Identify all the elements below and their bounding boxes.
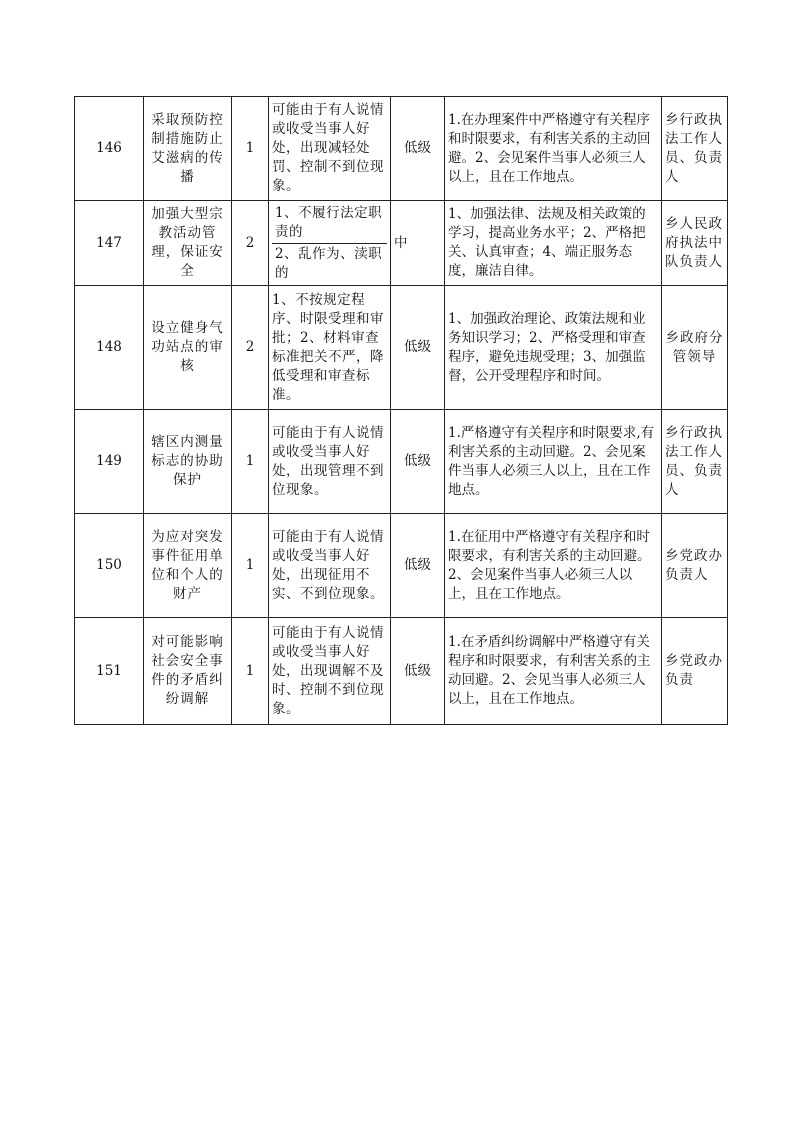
table-row-150	[75, 514, 728, 618]
item-name: 对可能影响社会安全事件的矛盾纠纷调解	[144, 618, 232, 725]
item-name: 辖区内测量标志的协助保护	[144, 410, 232, 514]
risk-table	[74, 96, 728, 725]
risk-count: 1	[232, 97, 269, 201]
risk-count: 2	[232, 286, 269, 410]
risk-level: 低级	[391, 514, 445, 618]
risk-description: 可能由于有人说情或收受当事人好处，出现调解不及时、控制不到位现象。	[269, 618, 391, 725]
prevention-measures: 1.严格遵守有关程序和时限要求,有利害关系的主动回避。2、会见案件当事人必须三人以上，且在工作地点。	[445, 410, 662, 514]
item-name: 为应对突发事件征用单位和个人的财产	[144, 514, 232, 618]
row-number: 150	[75, 514, 144, 618]
responsible-party: 乡党政办负责	[662, 618, 728, 725]
table-row-151	[75, 618, 728, 725]
responsible-party: 乡行政执法工作人员、负责人	[662, 410, 728, 514]
item-name: 采取预防控制措施防止艾滋病的传播	[144, 97, 232, 201]
row-number: 149	[75, 410, 144, 514]
prevention-measures: 1.在办理案件中严格遵守有关程序和时限要求，有利害关系的主动回避。2、会见案件当事人必须三人以上，且在工作地点。	[445, 97, 662, 201]
row-number: 151	[75, 618, 144, 725]
risk-level: 中	[391, 201, 445, 286]
risk-count: 1	[232, 514, 269, 618]
risk-level: 低级	[391, 410, 445, 514]
risk-description: 1、不按规定程序、时限受理和审批；2、材料审查标准把关不严，降低受理和审查标准。	[269, 286, 391, 410]
risk-point-1: 1、不履行法定职责的	[272, 203, 387, 244]
risk-count: 2	[232, 201, 269, 286]
responsible-party: 乡行政执法工作人员、负责人	[662, 97, 728, 201]
responsible-party: 乡政府分管领导	[662, 286, 728, 410]
risk-point-2: 2、乱作为、渎职的	[275, 245, 383, 281]
table-row-148	[75, 286, 728, 410]
prevention-measures: 1.在征用中严格遵守有关程序和时限要求，有利害关系的主动回避。2、会见案件当事人必须三人以上，且在工作地点。	[445, 514, 662, 618]
prevention-measures: 1、加强法律、法规及相关政策的学习，提高业务水平；2、严格把关、认真审查；4、端正服务态度，廉洁自律。	[445, 201, 662, 286]
row-number: 148	[75, 286, 144, 410]
responsible-party: 乡党政办负责人	[662, 514, 728, 618]
risk-description: 可能由于有人说情或收受当事人好处，出现管理不到位现象。	[269, 410, 391, 514]
table-row-149	[75, 410, 728, 514]
item-name: 加强大型宗教活动管理，保证安全	[144, 201, 232, 286]
risk-count: 1	[232, 410, 269, 514]
risk-description-split	[269, 201, 391, 286]
risk-level: 低级	[391, 286, 445, 410]
row-number: 147	[75, 201, 144, 286]
risk-count: 1	[232, 618, 269, 725]
risk-level: 低级	[391, 97, 445, 201]
item-name: 设立健身气功站点的审核	[144, 286, 232, 410]
prevention-measures: 1.在矛盾纠纷调解中严格遵守有关程序和时限要求，有利害关系的主动回避。2、会见当事人必须三人以上，且在工作地点。	[445, 618, 662, 725]
table-row-146	[75, 97, 728, 201]
row-number: 146	[75, 97, 144, 201]
risk-description: 可能由于有人说情或收受当事人好处，出现征用不实、不到位现象。	[269, 514, 391, 618]
table-row-147	[75, 201, 728, 286]
risk-description: 可能由于有人说情或收受当事人好处，出现减轻处罚、控制不到位现象。	[269, 97, 391, 201]
responsible-party: 乡人民政府执法中队负责人	[662, 201, 728, 286]
risk-level: 低级	[391, 618, 445, 725]
prevention-measures: 1、加强政治理论、政策法规和业务知识学习；2、严格受理和审查程序，避免违规受理；3、加强监督，公开受理程序和时间。	[445, 286, 662, 410]
